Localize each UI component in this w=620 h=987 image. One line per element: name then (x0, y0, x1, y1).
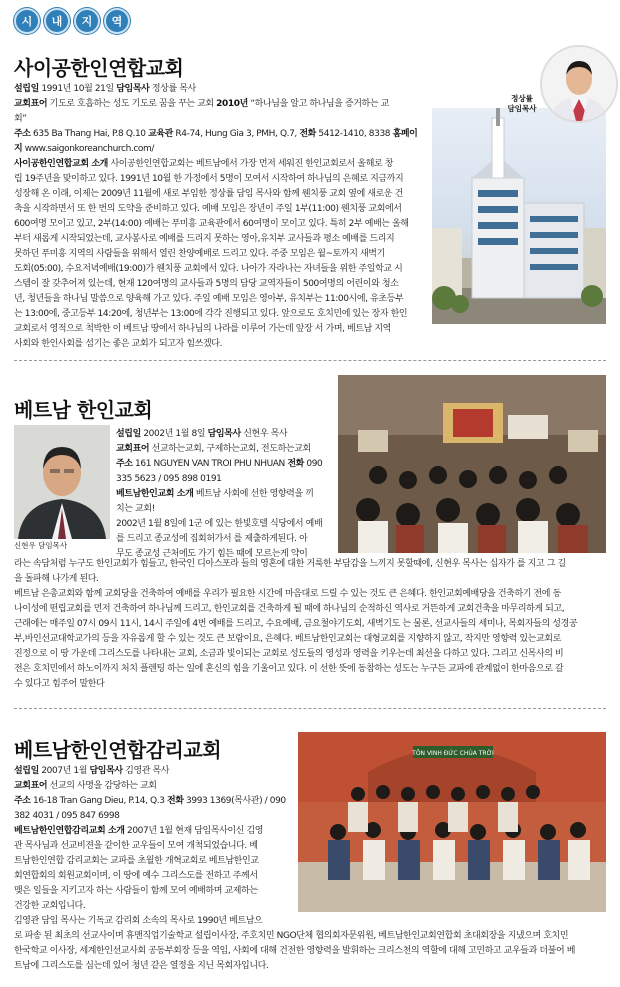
section3-title: 베트남한인연합감리교회 (14, 738, 222, 762)
category-badge (14, 8, 130, 34)
section3-body: 로 파송 된 최초의 선교사이며 휴맨직업기술학교 설립이사장, 주호치민 NGO단체 협의회자문위원, 베트남한인교회연합회 초대회장을 지냈으며 호치민 한국학교 이사장, 세계한인선교사회 공동부회장 등을 역임, 사회에 대해 건전한 영향력을 발휘하는 크리스천의 역할에 대해 고민하고 교우들과 더불어 베 트남에 그리스도를 심는데 있어 청년 같은 열정을 지닌 목회자입니다. (14, 931, 575, 971)
pastor-caption: 신현우 담임목사 (14, 541, 68, 550)
section2-title: 베트남 한인교회 (14, 398, 153, 422)
pastor-portrait (540, 45, 618, 123)
pastor-portrait (14, 425, 110, 539)
section-divider (14, 360, 606, 361)
category-char: 시 (14, 8, 40, 34)
category-char: 지 (74, 8, 100, 34)
banner-text: TÔN VINH ĐỨC CHÚA TRỜI (412, 750, 494, 757)
pastor-caption: 정상률 담임목사 (507, 94, 537, 113)
section1-info: 설립일 1991년 10월 21일 담임목사 정상률 목사 교회표어 기도로 호흡하는 성도 기도로 꿈을 꾸는 교회 2010년 “하나님을 알고 하나님을 증거하는 교 회” 주소 635 Ba Thang Hai, P.8 Q.10 교육관 R4-74, Hung Gia 3, PMH, Q.7, 전화 5412-1410, 8338 홈페이 지 www.saigonkoreanchurch.com/ (14, 84, 418, 154)
church-building-photo (432, 108, 606, 324)
category-char: 내 (44, 8, 70, 34)
section3-info: 설립일 2007년 1월 담임목사 김영관 목사 교회표어 선교의 사명을 감당하는 교회 주소 16-18 Tran Gang Dieu, P.14, Q.3 전화 3993 1369(목사관) / 090 382 4031 / 095 847 6998 베트남한인연합감리교회 소개 2007년 1월 현재 담임목사이신 김영 관 목사님과 선교비젼을 같이한 교우들이 모여 개척되었습니다. 베 트남한인연합 감리교회는 교파를 초월한 개혁교회로 베트남한인교 회연합회의 회원교회이며, 이 땅에 예수 그리스도를 전하고 주께서 맺은 일들을 지키고자 하는 사람들이 함께 모여 예배하며 교제하는 건강한 교회입니다. 김영관 담임 목사는 기독교 감리회 소속의 목사로 1990년 베트남으 (14, 766, 286, 926)
homepage-link[interactable]: www.saigonkoreanchurch.com/ (22, 144, 154, 154)
section1-body: 사이공한인연합교회 소개 사이공한인연합교회는 베트남에서 가장 먼저 세워진 한인교회로서 올해로 창 립 19주년을 맞이하고 있다. 1991년 10월 한 가정에서 5명이 모여서 시작하여 하나님의 은혜로 지금까지 성장해 온 이래, 이제는 2009년 11월에 새로 부임한 정상률 담임 목사와 함께 웬치풍 교회 옆에 새로운 건 축을 시작하면서 또 한 번의 도약을 준비하고 있다. 예배 모임은 장년이 주일 1부(11:00) 웬치풍 교회에서 600여명 모이고 있고, 2부(14:00) 예배는 푸미흥 교육관에서 60여명이 모이고 있다. 특히 2부 예배는 올해 부터 새롭게 시작되었는데, 교사봉사로 예배를 드리지 못하는 영아,유치부 교사들과 평소 예배를 드리지 못하던 푸미흥 지역의 사람들을 위해서 열린 찬양예배로 드리고 있다. 주중 모임은 월~토까지 새벽기 도회(05:00), 수요저녁예배(19:00)가 웬치풍 교회에서 있다. 나아가 자라나는 자녀들을 위한 주일학교 시 스템이 잘 갖추어져 있는데, 현재 120여명의 교사들과 5명의 담당 교역자들이 500여명의 어린이와 청소 년, 청년들을 하나님 말씀으로 양육해 가고 있다. 주일 예배 모임은 영아부, 유치부는 11:00시에, 유초등부 는 13:00에, 중고등부 14:20에, 청년부는 13:00에 각각 진행되고 있다. 앞으로도 호치민에 있는 장자 한인 교회로서 영적으로 척박한 이 베트남 땅에서 하나님의 나라를 이루어 가는데 앞장 서 가며, 베트남 지역 사회와 한인사회를 섬기는 좋은 교회가 되고자 힘쓰겠다. (14, 159, 409, 349)
worship-hall-photo (338, 375, 606, 553)
category-char: 역 (104, 8, 130, 34)
congregation-group-photo (298, 732, 606, 912)
section2-info: 설립일 2002년 1월 8일 담임목사 신현우 목사 교회표어 선교하는교회, 구제하는교회, 전도하는교회 주소 161 NGUYEN VAN TROI PHU NHUAN 전화 090 335 5623 / 095 898 0191 베트남한인교회 소개 베트남 사회에 선한 영향력을 끼 치는 교회! 2002년 1월 8일에 1군 에 있는 한빛호텔 식당에서 예배 를 드리고 종교성에 집회허가서 를 제출하게된다. 아 무도 종교성 근처에도 가기 힘든 때에 모르는게 약이 (116, 429, 323, 559)
section2-body: 라는 속담처럼 누구도 한인교회가 힘들고, 한국인 디아스포라 들의 영혼에 대한 거룩한 부담감을 느끼지 못할때에, 신현우 목사는 십자가 를 지고 그 길 을 돌파해 나가게 된다. 베트남 은총교회와 함께 교회당을 건축하여 예배를 우리가 필요한 시간에 마음대로 드릴 수 있는 것도 큰 은혜다. 한인교회예배당을 건축하기 전에 동 나이성에 떤립교회를 먼저 건축하여 하나님께 드리고, 한인교회를 건축하게 될 때에 하나님의 순적하신 역사로 거뜬하게 교회건축을 마무리하게 되고, 근래에는 매주일 07시 09시 11시, 14시 주일에 4번 예배를 드리고, 수요예배, 금요철야기도회, 새벽기도 는 물론, 선교사들의 세미나, 목회자들의 성경공 부,바인선교대학교가의 등을 자유롭게 할 수 있는 것도 큰 보람이요, 은혜다. 베트남한인교회는 대형교회를 지향하지 않고, 작지만 영향력 있는교회로 진정으로 이 땅 가운데 그리스도를 나타내는 교회, 소금과 빛이되는 교회로 성도들의 영성과 영력을 키우는데 최선을 다하고 있다. 그리고 신목사의 비 전은 호치민에서 하노이까지 처치 플렌팅 하는 일에 혼신의 힘을 기울이고 있다. 이 선한 뜻에 동참하는 성도는 누구든 교파에 관계없이 한마음으로 갈 수 있다고 힘주어 말한다 (14, 559, 578, 689)
section1-title: 사이공한인연합교회 (14, 56, 184, 80)
section-divider (14, 708, 606, 709)
